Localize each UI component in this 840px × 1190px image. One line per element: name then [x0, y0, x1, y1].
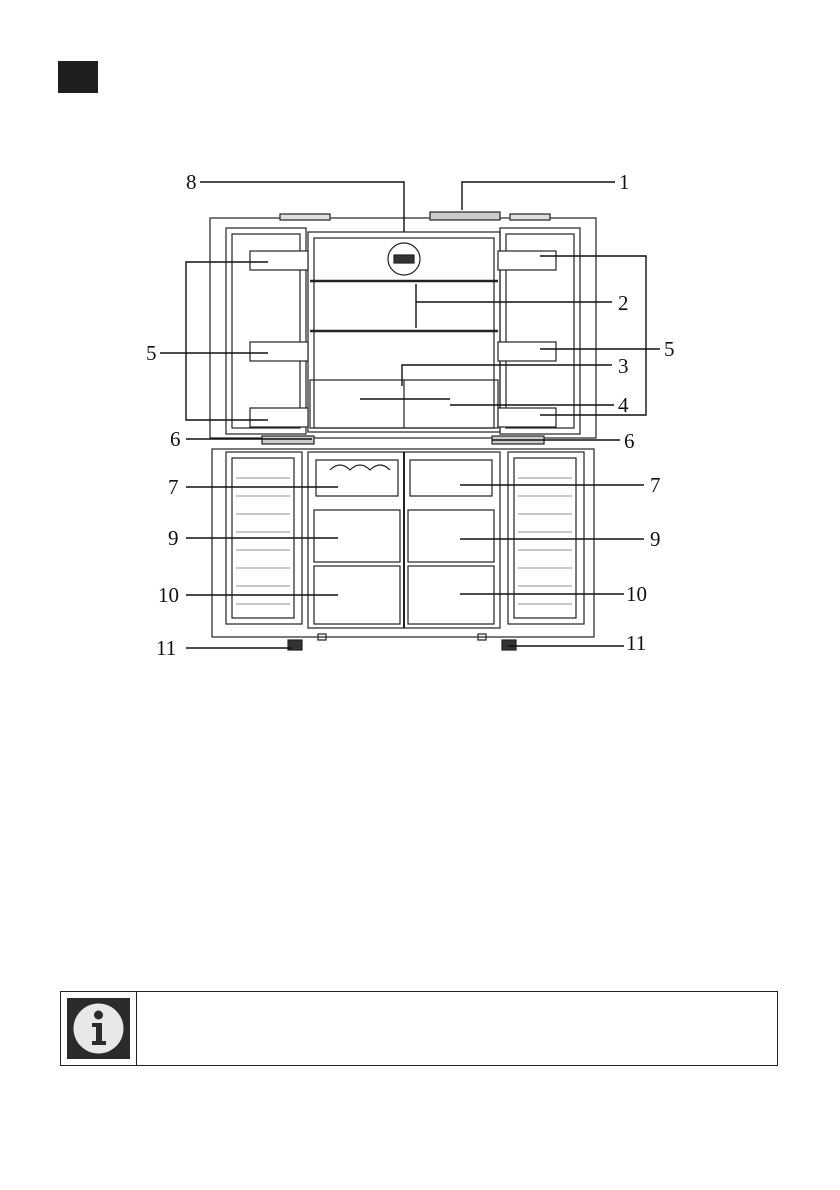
- callout-9-left: 9: [168, 526, 179, 550]
- fridge-illustration: [210, 212, 596, 650]
- callout-6-right: 6: [624, 429, 635, 453]
- callout-3: 3: [618, 354, 629, 378]
- callout-5-right: 5: [664, 337, 675, 361]
- info-note-box: [60, 991, 778, 1066]
- callout-11-right: 11: [626, 631, 647, 655]
- callout-lines: [160, 182, 660, 648]
- callout-1: 1: [619, 170, 630, 194]
- callout-6-left: 6: [170, 427, 181, 451]
- info-icon-cell: [61, 992, 137, 1065]
- callout-10-right: 10: [626, 582, 647, 606]
- callout-7-right: 7: [650, 473, 661, 497]
- callout-8: 8: [186, 170, 197, 194]
- callout-5-left: 5: [146, 341, 157, 365]
- callout-4: 4: [618, 393, 629, 417]
- callout-2: 2: [618, 291, 629, 315]
- callout-7-left: 7: [168, 475, 179, 499]
- callout-10-left: 10: [158, 583, 179, 607]
- info-icon: [67, 998, 130, 1059]
- callout-11-left: 11: [156, 636, 177, 660]
- callout-9-right: 9: [650, 527, 661, 551]
